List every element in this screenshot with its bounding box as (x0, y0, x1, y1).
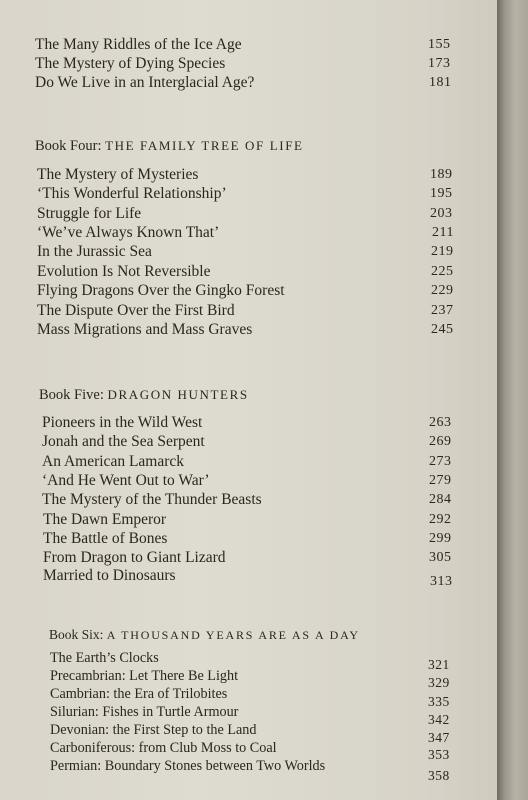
book-heading (0, 385, 500, 405)
book-name: A THOUSAND YEARS ARE AS A DAY (106, 628, 360, 642)
entry-page: 329 (428, 675, 450, 690)
entry-title: The Earth’s Clocks (50, 650, 159, 666)
entry-title: An American Lamarck (42, 453, 185, 470)
entry-page: 211 (432, 225, 454, 240)
entry-page: 219 (431, 244, 454, 259)
entry-page: 279 (429, 473, 452, 488)
entry-page: 273 (429, 454, 452, 469)
entry-page: 181 (429, 75, 452, 90)
entry-title: Struggle for Life (37, 205, 142, 222)
toc-entry (0, 548, 500, 568)
toc-entry (0, 35, 500, 55)
entry-title: ‘This Wonderful Relationship’ (37, 185, 227, 202)
entry-title: The Mystery of the Thunder Beasts (42, 491, 262, 508)
entry-page: 342 (428, 712, 450, 727)
entry-title: Permian: Boundary Stones between Two Worlds (50, 758, 326, 774)
entry-title: Precambrian: Let There Be Light (50, 668, 239, 684)
entry-page: 195 (430, 186, 453, 201)
entry-title: The Battle of Bones (43, 530, 168, 547)
entry-page: 225 (431, 264, 454, 279)
book-label: Book Five: (39, 387, 104, 403)
entry-title: Jonah and the Sea Serpent (42, 433, 205, 450)
toc-entry (0, 54, 500, 74)
toc-entry (0, 648, 500, 672)
entry-title: Do We Live in an Interglacial Age? (35, 74, 255, 91)
entry-title: Devonian: the First Step to the Land (50, 722, 257, 738)
entry-title: The Dispute Over the First Bird (37, 302, 235, 319)
book-label: Book Six: (49, 627, 104, 642)
entry-page: 335 (428, 694, 450, 709)
entry-page: 299 (429, 531, 452, 546)
entry-page: 245 (431, 322, 454, 337)
entry-title: Evolution Is Not Reversible (37, 263, 211, 280)
entry-page: 237 (431, 303, 454, 318)
entry-title: Silurian: Fishes in Turtle Armour (50, 704, 239, 720)
toc-entry (0, 262, 500, 282)
book-heading (0, 136, 500, 156)
entry-title: ‘We’ve Always Known That’ (37, 224, 220, 241)
toc-entry (0, 566, 500, 589)
toc-entry (0, 510, 500, 530)
entry-title: Mass Migrations and Mass Graves (37, 321, 253, 338)
entry-title: ‘And He Went Out to War’ (42, 472, 210, 489)
entry-page: 269 (429, 434, 452, 449)
entry-page: 358 (428, 768, 450, 783)
entry-page: 263 (429, 415, 452, 430)
entry-page: 321 (428, 657, 450, 672)
entry-page: 173 (428, 56, 451, 71)
entry-title: The Mystery of Dying Species (35, 55, 226, 72)
entry-title: The Many Riddles of the Ice Age (35, 36, 242, 53)
entry-title: Carboniferous: from Club Moss to Coal (50, 740, 277, 756)
entry-title: Flying Dragons Over the Gingko Forest (37, 282, 285, 299)
entry-page: 292 (429, 512, 452, 527)
toc-entry (0, 204, 500, 224)
toc-entry (0, 756, 500, 783)
toc-entry (0, 452, 500, 472)
toc-entry (0, 666, 500, 690)
entry-page: 347 (428, 730, 450, 745)
entry-title: From Dragon to Giant Lizard (43, 549, 226, 566)
toc-entry (0, 684, 500, 709)
toc-entry (0, 738, 500, 762)
book-name: THE FAMILY TREE OF LIFE (105, 138, 304, 153)
entry-page: 203 (430, 206, 453, 221)
toc-entry (0, 529, 500, 549)
toc-entry (0, 320, 500, 340)
book-heading (0, 625, 500, 645)
toc-entry (0, 413, 500, 433)
toc-entry (0, 165, 500, 185)
toc-entry (0, 702, 500, 727)
book-name: DRAGON HUNTERS (107, 387, 249, 402)
toc-entry (0, 490, 500, 510)
page-gutter (497, 0, 528, 800)
entry-page: 189 (430, 167, 453, 182)
entry-title: The Mystery of Mysteries (37, 166, 199, 183)
toc-entry (0, 73, 500, 93)
entry-page: 305 (429, 550, 452, 565)
entry-page: 313 (430, 574, 453, 589)
entry-title: Married to Dinosaurs (43, 567, 176, 584)
toc-entry (0, 281, 500, 301)
toc-entry (0, 471, 500, 491)
toc-entry (0, 242, 500, 262)
entry-title: Cambrian: the Era of Trilobites (50, 686, 228, 702)
toc-entry (0, 432, 500, 452)
book-label: Book Four: (35, 138, 102, 154)
toc-entry (0, 184, 500, 204)
toc-entry (0, 301, 500, 321)
entry-page: 229 (431, 283, 454, 298)
entry-page: 155 (428, 37, 451, 52)
entry-page: 353 (428, 747, 450, 762)
entry-title: The Dawn Emperor (43, 511, 167, 528)
toc-entry (0, 720, 500, 745)
entry-title: Pioneers in the Wild West (42, 414, 203, 431)
toc-entry (0, 223, 500, 243)
entry-page: 284 (429, 492, 452, 507)
entry-title: In the Jurassic Sea (37, 243, 152, 260)
